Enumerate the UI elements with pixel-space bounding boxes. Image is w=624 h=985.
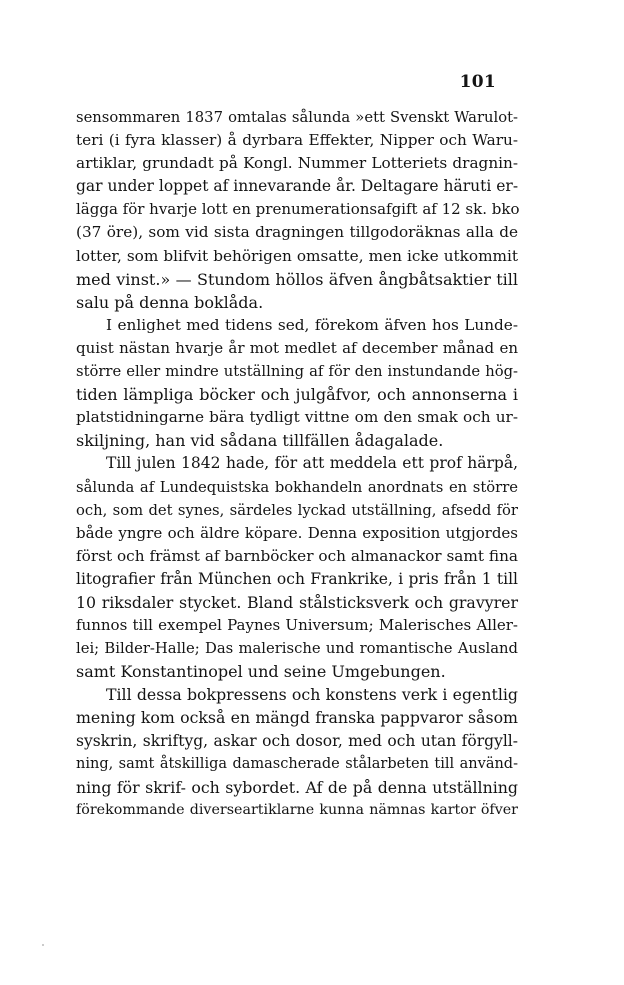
text-line: artiklar, grundadt på Kongl. Nummer Lotteriets dragnin-	[76, 154, 518, 173]
text-line: Till dessa bokpressens och konstens verk i egentlig	[106, 685, 518, 705]
text-line: lotter, som blifvit behörigen omsatte, men icke utkommit	[76, 246, 518, 265]
text-line: quist nästan hvarje år mot medlet af december månad en	[76, 338, 518, 357]
text-line: lei; Bilder-Halle; Das malerische und romantische Ausland	[76, 640, 518, 658]
text-line: sensommaren 1837 omtalas sålunda »ett Svenskt Warulot-	[76, 109, 518, 126]
text-line: 10 riksdaler stycket. Bland stålsticksverk och gravyrer	[76, 592, 518, 612]
text-line: med vinst.» — Stundom höllos äfven ångbåtsaktier till	[76, 269, 518, 289]
text-line: gar under loppet af innevarande år. Deltagare häruti er-	[76, 177, 519, 196]
text-line: platstidningarne bära tydligt vittne om den smak och ur-	[76, 408, 518, 427]
text-line: större eller mindre utställning af för den instundande hög-	[76, 363, 518, 381]
page-number: 101	[459, 72, 496, 92]
text-line: teri (i fyra klasser) å dyrbara Effekter, Nipper och Waru-	[76, 131, 518, 150]
paper-speck	[42, 944, 44, 946]
text-line: samt Konstantinopel und seine Umgebungen.	[76, 662, 446, 682]
text-line: litografier från München och Frankrike, i pris från 1 till	[76, 569, 518, 588]
text-line: skiljning, han vid sådana tillfällen ådagalade.	[76, 431, 444, 451]
text-line: och, som det synes, särdeles lyckad utställning, afsedd för	[76, 501, 518, 519]
text-line: I enlighet med tidens sed, förekom äfven hos Lunde-	[106, 315, 518, 334]
text-line: förekommande diverseartiklarne kunna nämnas kartor öfver	[76, 801, 518, 818]
text-line: funnos till exempel Paynes Universum; Malerisches Aller-	[76, 616, 518, 635]
text-line: sålunda af Lundequistska bokhandeln anordnats en större	[76, 478, 518, 496]
text-line: ning, samt åtskilliga damascherade stålarbeten till använd-	[76, 755, 518, 772]
text-line: mening kom också en mängd franska pappvaror såsom	[76, 708, 518, 728]
body-text	[76, 106, 518, 822]
text-line: (37 öre), som vid sista dragningen tillgodoräknas alla de	[76, 223, 518, 242]
text-line: tiden lämpliga böcker och julgåfvor, och annonserna i	[76, 385, 518, 405]
text-line: både yngre och äldre köpare. Denna exposition utgjordes	[76, 523, 518, 542]
text-line: lägga för hvarje lott en prenumerationsafgift af 12 sk. bko	[76, 200, 520, 219]
text-line: ning för skrif- och sybordet. Af de på denna utställning	[76, 777, 518, 797]
text-line: först och främst af barnböcker och almanackor samt fina	[76, 546, 518, 565]
text-line: syskrin, skriftyg, askar och dosor, med och utan förgyll-	[76, 731, 518, 750]
text-line: salu på denna boklåda.	[76, 292, 264, 312]
text-line: Till julen 1842 hade, för att meddela ett prof härpå,	[106, 454, 518, 473]
